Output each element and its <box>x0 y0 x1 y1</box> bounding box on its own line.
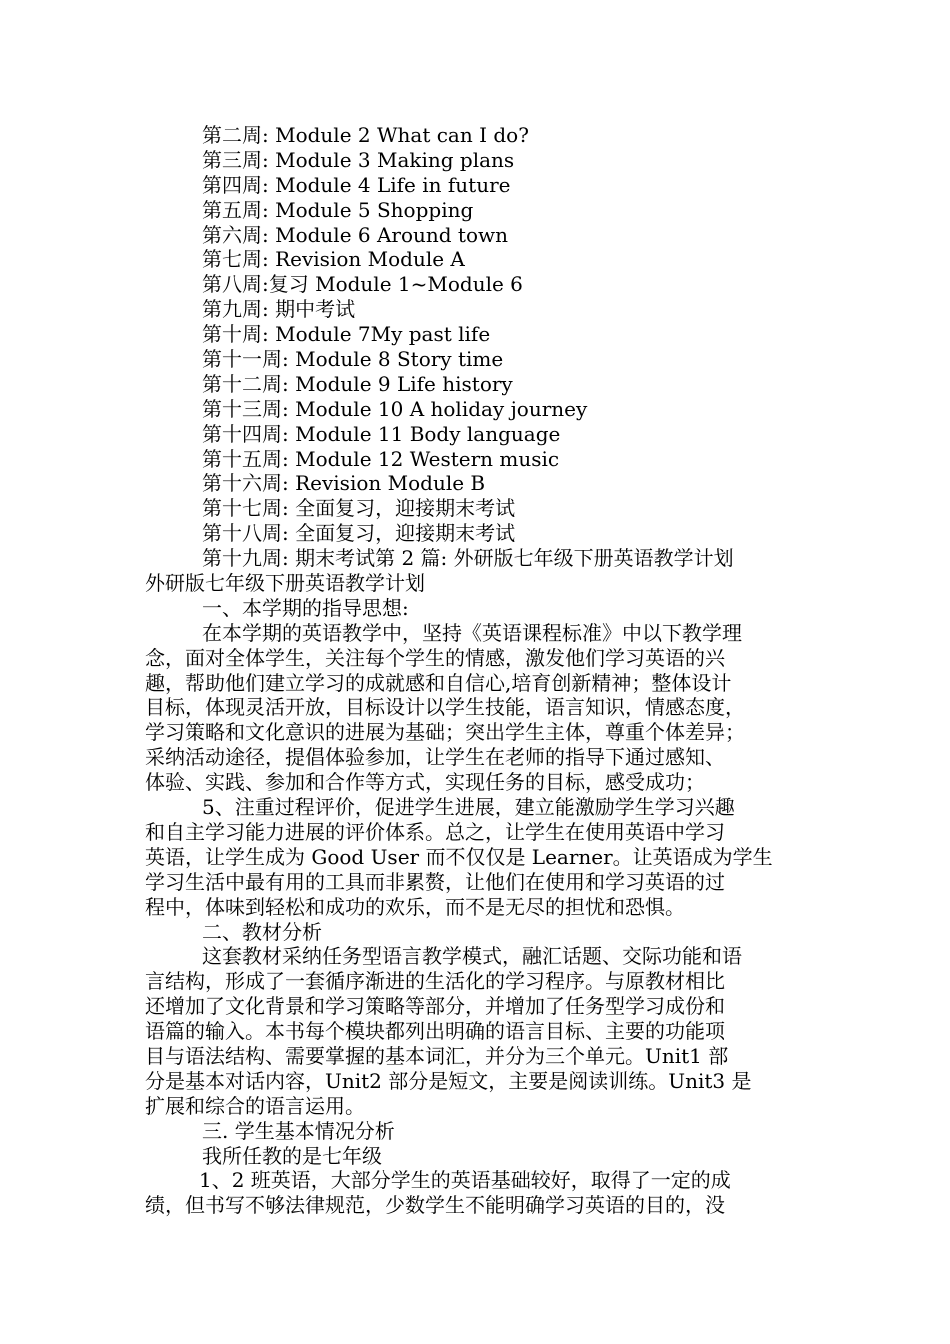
paragraph-line: 语篇的输入。本书每个模块都列出明确的语言目标、主要的功能项 <box>145 1019 725 1044</box>
paragraph-line: 我所任教的是七年级 <box>202 1143 382 1168</box>
heading-guiding-ideas: 一、本学期的指导思想: <box>202 595 409 620</box>
paragraph-line: 体验、实践、参加和合作等方式，实现任务的目标，感受成功； <box>145 770 705 795</box>
paragraph-line: 目与语法结构、需要掌握的基本词汇，并分为三个单元。Unit1 部 <box>145 1043 729 1068</box>
schedule-week-2: 第二周: Module 2 What can I do? <box>202 123 529 147</box>
paragraph-line: 在本学期的英语教学中，坚持《英语课程标准》中以下教学理 <box>202 620 742 645</box>
schedule-week-16: 第十六周: Revision Module B <box>202 471 486 496</box>
paragraph-line: 趣，帮助他们建立学习的成就感和自信心,培育创新精神；整体设计 <box>145 670 732 695</box>
schedule-week-13: 第十三周: Module 10 A holiday journey <box>202 396 588 421</box>
schedule-week-7: 第七周: Revision Module A <box>202 247 465 272</box>
schedule-week-8: 第八周:复习 Module 1~Module 6 <box>202 272 523 297</box>
schedule-week-15: 第十五周: Module 12 Western music <box>202 446 560 471</box>
schedule-week-17: 第十七周: 全面复习，迎接期末考试 <box>202 496 516 521</box>
schedule-week-4: 第四周: Module 4 Life in future <box>202 172 511 197</box>
paragraph-line: 英语，让学生成为 Good User 而不仅仅是 Learner。让英语成为学生 <box>145 844 773 869</box>
schedule-week-3: 第三周: Module 3 Making plans <box>202 147 515 172</box>
schedule-week-11: 第十一周: Module 8 Story time <box>202 347 504 372</box>
paragraph-line: 5、注重过程评价，促进学生进展，建立能激励学生学习兴趣 <box>202 795 735 820</box>
heading-textbook-analysis: 二、教材分析 <box>202 919 322 944</box>
paragraph-line: 学习策略和文化意识的进展为基础；突出学生主体，尊重个体差异； <box>145 720 745 745</box>
schedule-week-18: 第十八周: 全面复习，迎接期末考试 <box>202 521 516 546</box>
paragraph-line: 和自主学习能力进展的评价体系。总之，让学生在使用英语中学习 <box>145 819 725 844</box>
paragraph-line: 扩展和综合的语言运用。 <box>145 1093 365 1118</box>
paragraph-line: 言结构，形成了一套循序渐进的生活化的学习程序。与原教材相比 <box>145 969 725 994</box>
schedule-week-14: 第十四周: Module 11 Body language <box>202 421 561 446</box>
schedule-week-5: 第五周: Module 5 Shopping <box>202 197 474 222</box>
schedule-week-6: 第六周: Module 6 Around town <box>202 222 509 247</box>
paragraph-line: 还增加了文化背景和学习策略等部分，并增加了任务型学习成份和 <box>145 994 725 1019</box>
schedule-week-9: 第九周: 期中考试 <box>202 297 356 322</box>
paragraph-line: 这套教材采纳任务型语言教学模式，融汇话题、交际功能和语 <box>202 944 742 969</box>
section-title: 外研版七年级下册英语教学计划 <box>145 571 425 596</box>
paragraph-line: 采纳活动途径，提倡体验参加，让学生在老师的指导下通过感知、 <box>145 745 725 770</box>
schedule-week-10: 第十周: Module 7My past life <box>202 322 491 347</box>
heading-student-analysis: 三. 学生基本情况分析 <box>202 1118 395 1143</box>
schedule-week-19: 第十九周: 期末考试第 2 篇: 外研版七年级下册英语教学计划 <box>202 546 734 571</box>
schedule-week-12: 第十二周: Module 9 Life history <box>202 371 513 396</box>
paragraph-line: 1、2 班英语，大部分学生的英语基础较好，取得了一定的成 <box>199 1168 731 1193</box>
paragraph-line: 分是基本对话内容，Unit2 部分是短文，主要是阅读训练。Unit3 是 <box>145 1068 752 1093</box>
document-body <box>145 123 810 1218</box>
paragraph-line: 绩，但书写不够法律规范，少数学生不能明确学习英语的目的，没 <box>145 1193 725 1218</box>
paragraph-line: 学习生活中最有用的工具而非累赘，让他们在使用和学习英语的过 <box>145 869 725 894</box>
paragraph-line: 念，面对全体学生，关注每个学生的情感，激发他们学习英语的兴 <box>145 645 725 670</box>
paragraph-line: 目标，体现灵活开放，目标设计以学生技能，语言知识，情感态度， <box>145 695 745 720</box>
paragraph-line: 程中，体味到轻松和成功的欢乐，而不是无尽的担忧和恐惧。 <box>145 894 685 919</box>
